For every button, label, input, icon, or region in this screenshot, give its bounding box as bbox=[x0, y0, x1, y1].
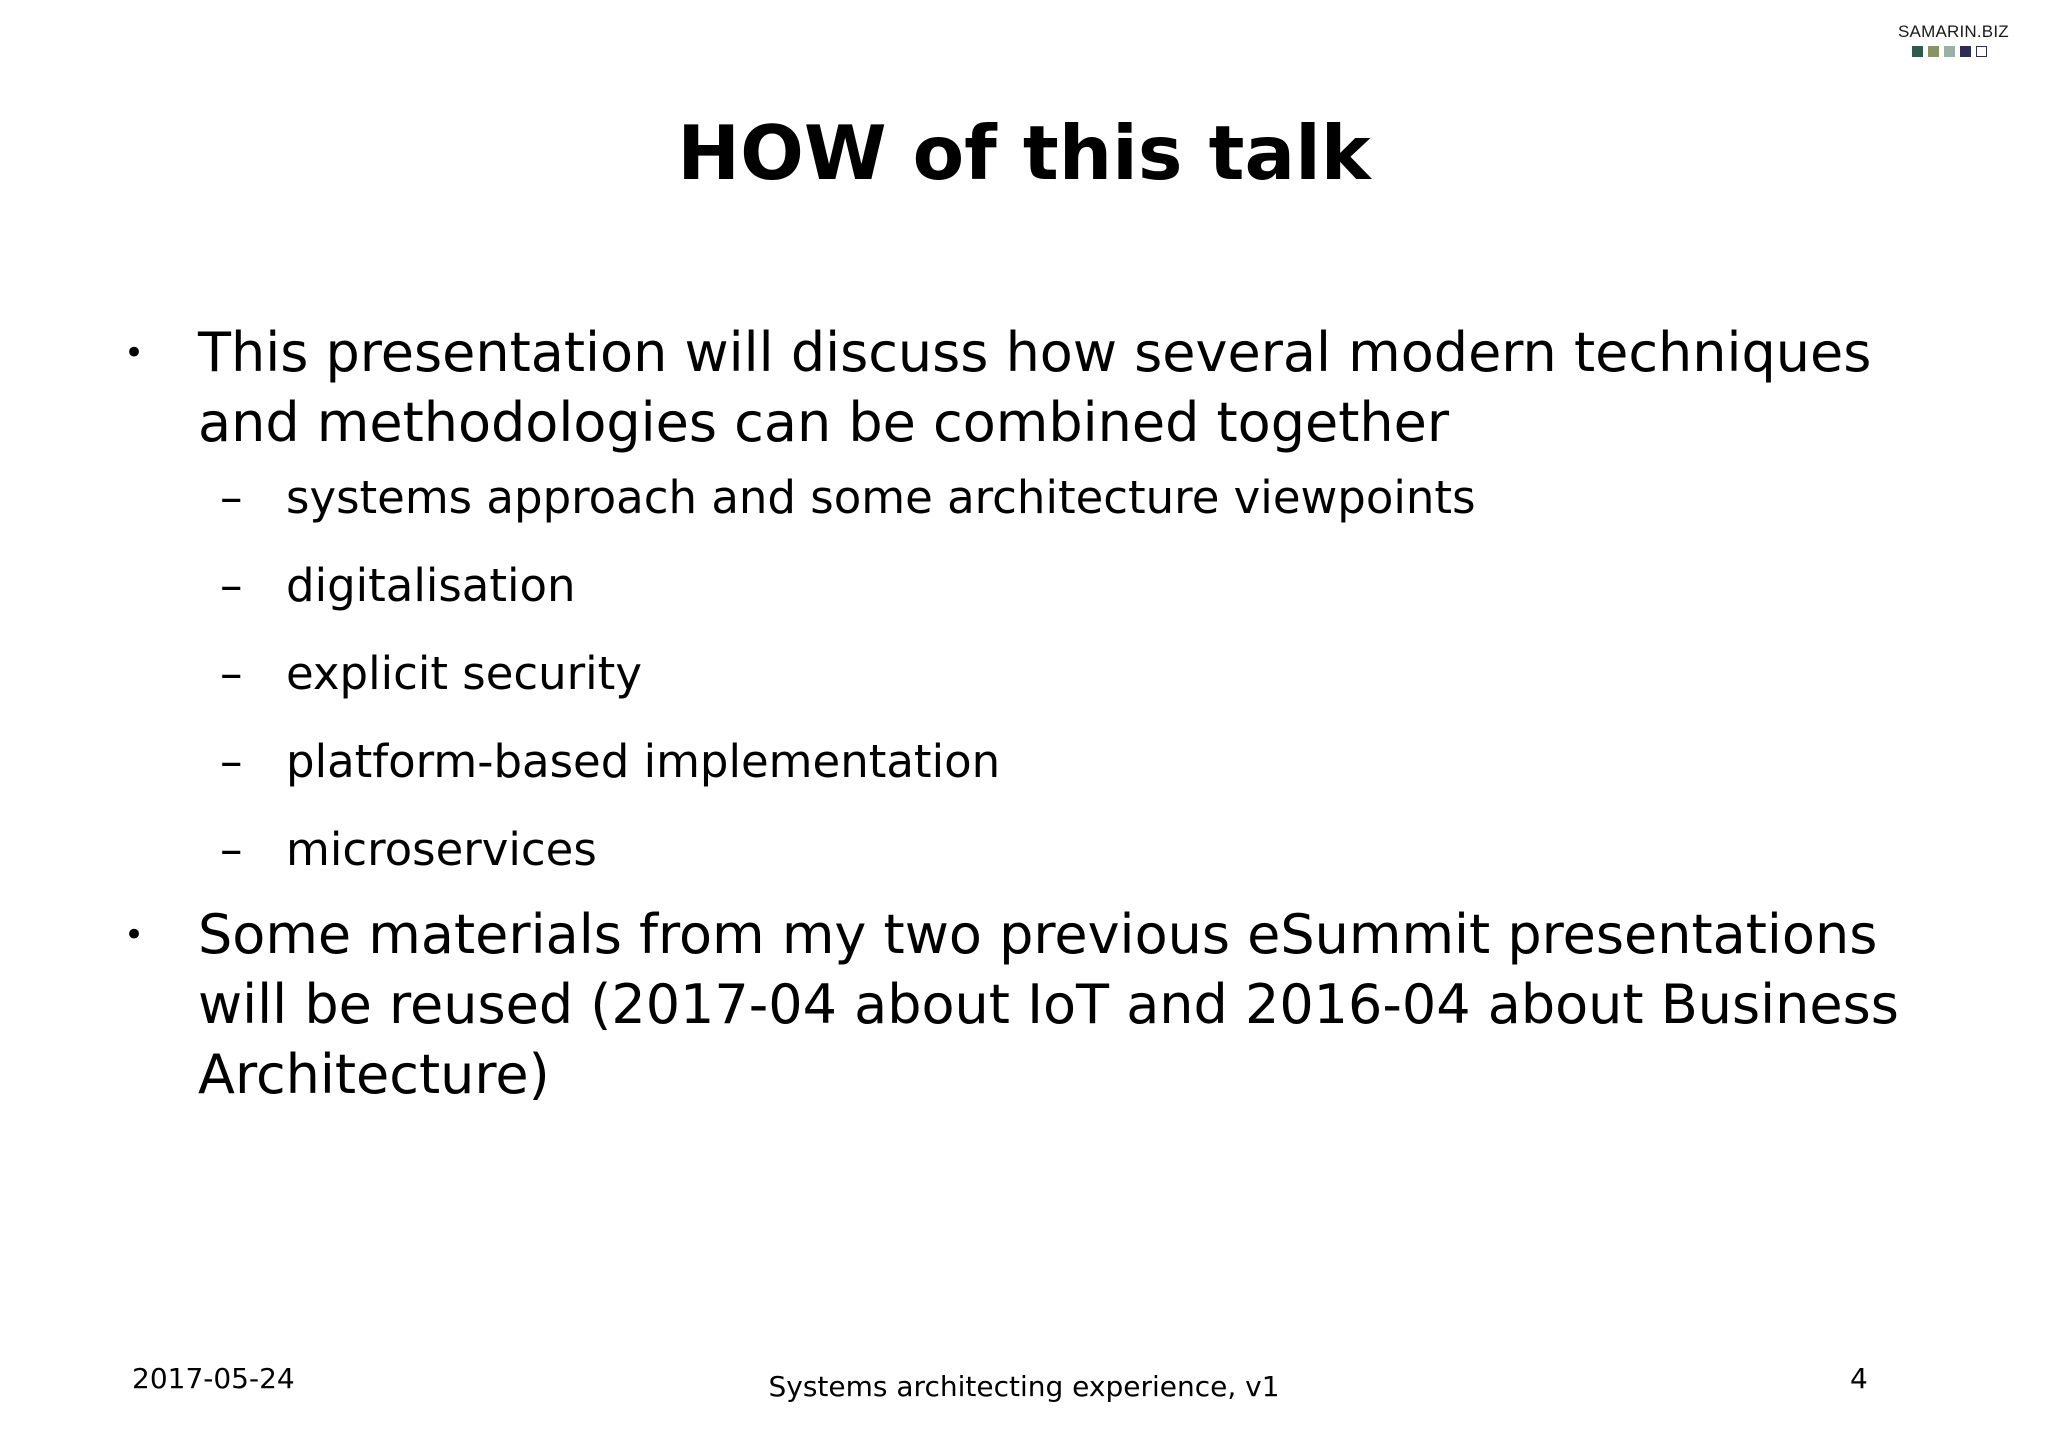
sub-item-text: systems approach and some architecture viewpoints bbox=[286, 471, 1476, 524]
dash-marker: – bbox=[220, 647, 243, 700]
logo-square-5 bbox=[1976, 46, 1987, 57]
sub-item bbox=[120, 470, 1920, 526]
bullet-marker: • bbox=[124, 915, 145, 955]
logo-square-3 bbox=[1944, 46, 1955, 57]
sub-item bbox=[120, 558, 1920, 614]
bullet-marker: • bbox=[124, 333, 145, 373]
logo-square-1 bbox=[1912, 46, 1923, 57]
logo-square-4 bbox=[1960, 46, 1971, 57]
footer-presentation-title: Systems architecting experience, v1 bbox=[768, 1370, 1280, 1403]
page-number: 4 bbox=[1850, 1362, 1868, 1395]
dash-marker: – bbox=[220, 823, 243, 876]
bullet-item-2 bbox=[120, 900, 1920, 1110]
logo-square-2 bbox=[1928, 46, 1939, 57]
bullet-text: Some materials from my two previous eSummit presentations will be reused (2017-04 about IoT and 2016-04 about Business Architecture) bbox=[198, 903, 1899, 1106]
bullet-text: This presentation will discuss how several modern techniques and methodologies can be combined together bbox=[198, 321, 1872, 454]
footer-date: 2017-05-24 bbox=[132, 1362, 295, 1395]
sub-list bbox=[120, 470, 1920, 878]
sub-item-text: explicit security bbox=[286, 647, 642, 700]
sub-item bbox=[120, 822, 1920, 878]
logo-text: SAMARIN.BIZ bbox=[1898, 22, 2009, 41]
slide-title: HOW of this talk bbox=[677, 109, 1371, 197]
dash-marker: – bbox=[220, 471, 243, 524]
bullet-item-1 bbox=[120, 318, 1920, 458]
sub-item bbox=[120, 734, 1920, 790]
sub-item bbox=[120, 646, 1920, 702]
sub-item-text: digitalisation bbox=[286, 559, 576, 612]
dash-marker: – bbox=[220, 735, 243, 788]
slide-content bbox=[120, 318, 1920, 1110]
dash-marker: – bbox=[220, 559, 243, 612]
logo-squares bbox=[1912, 46, 2018, 57]
sub-item-text: microservices bbox=[286, 823, 597, 876]
samarin-biz-logo bbox=[1898, 22, 2018, 57]
sub-item-text: platform-based implementation bbox=[286, 735, 1001, 788]
